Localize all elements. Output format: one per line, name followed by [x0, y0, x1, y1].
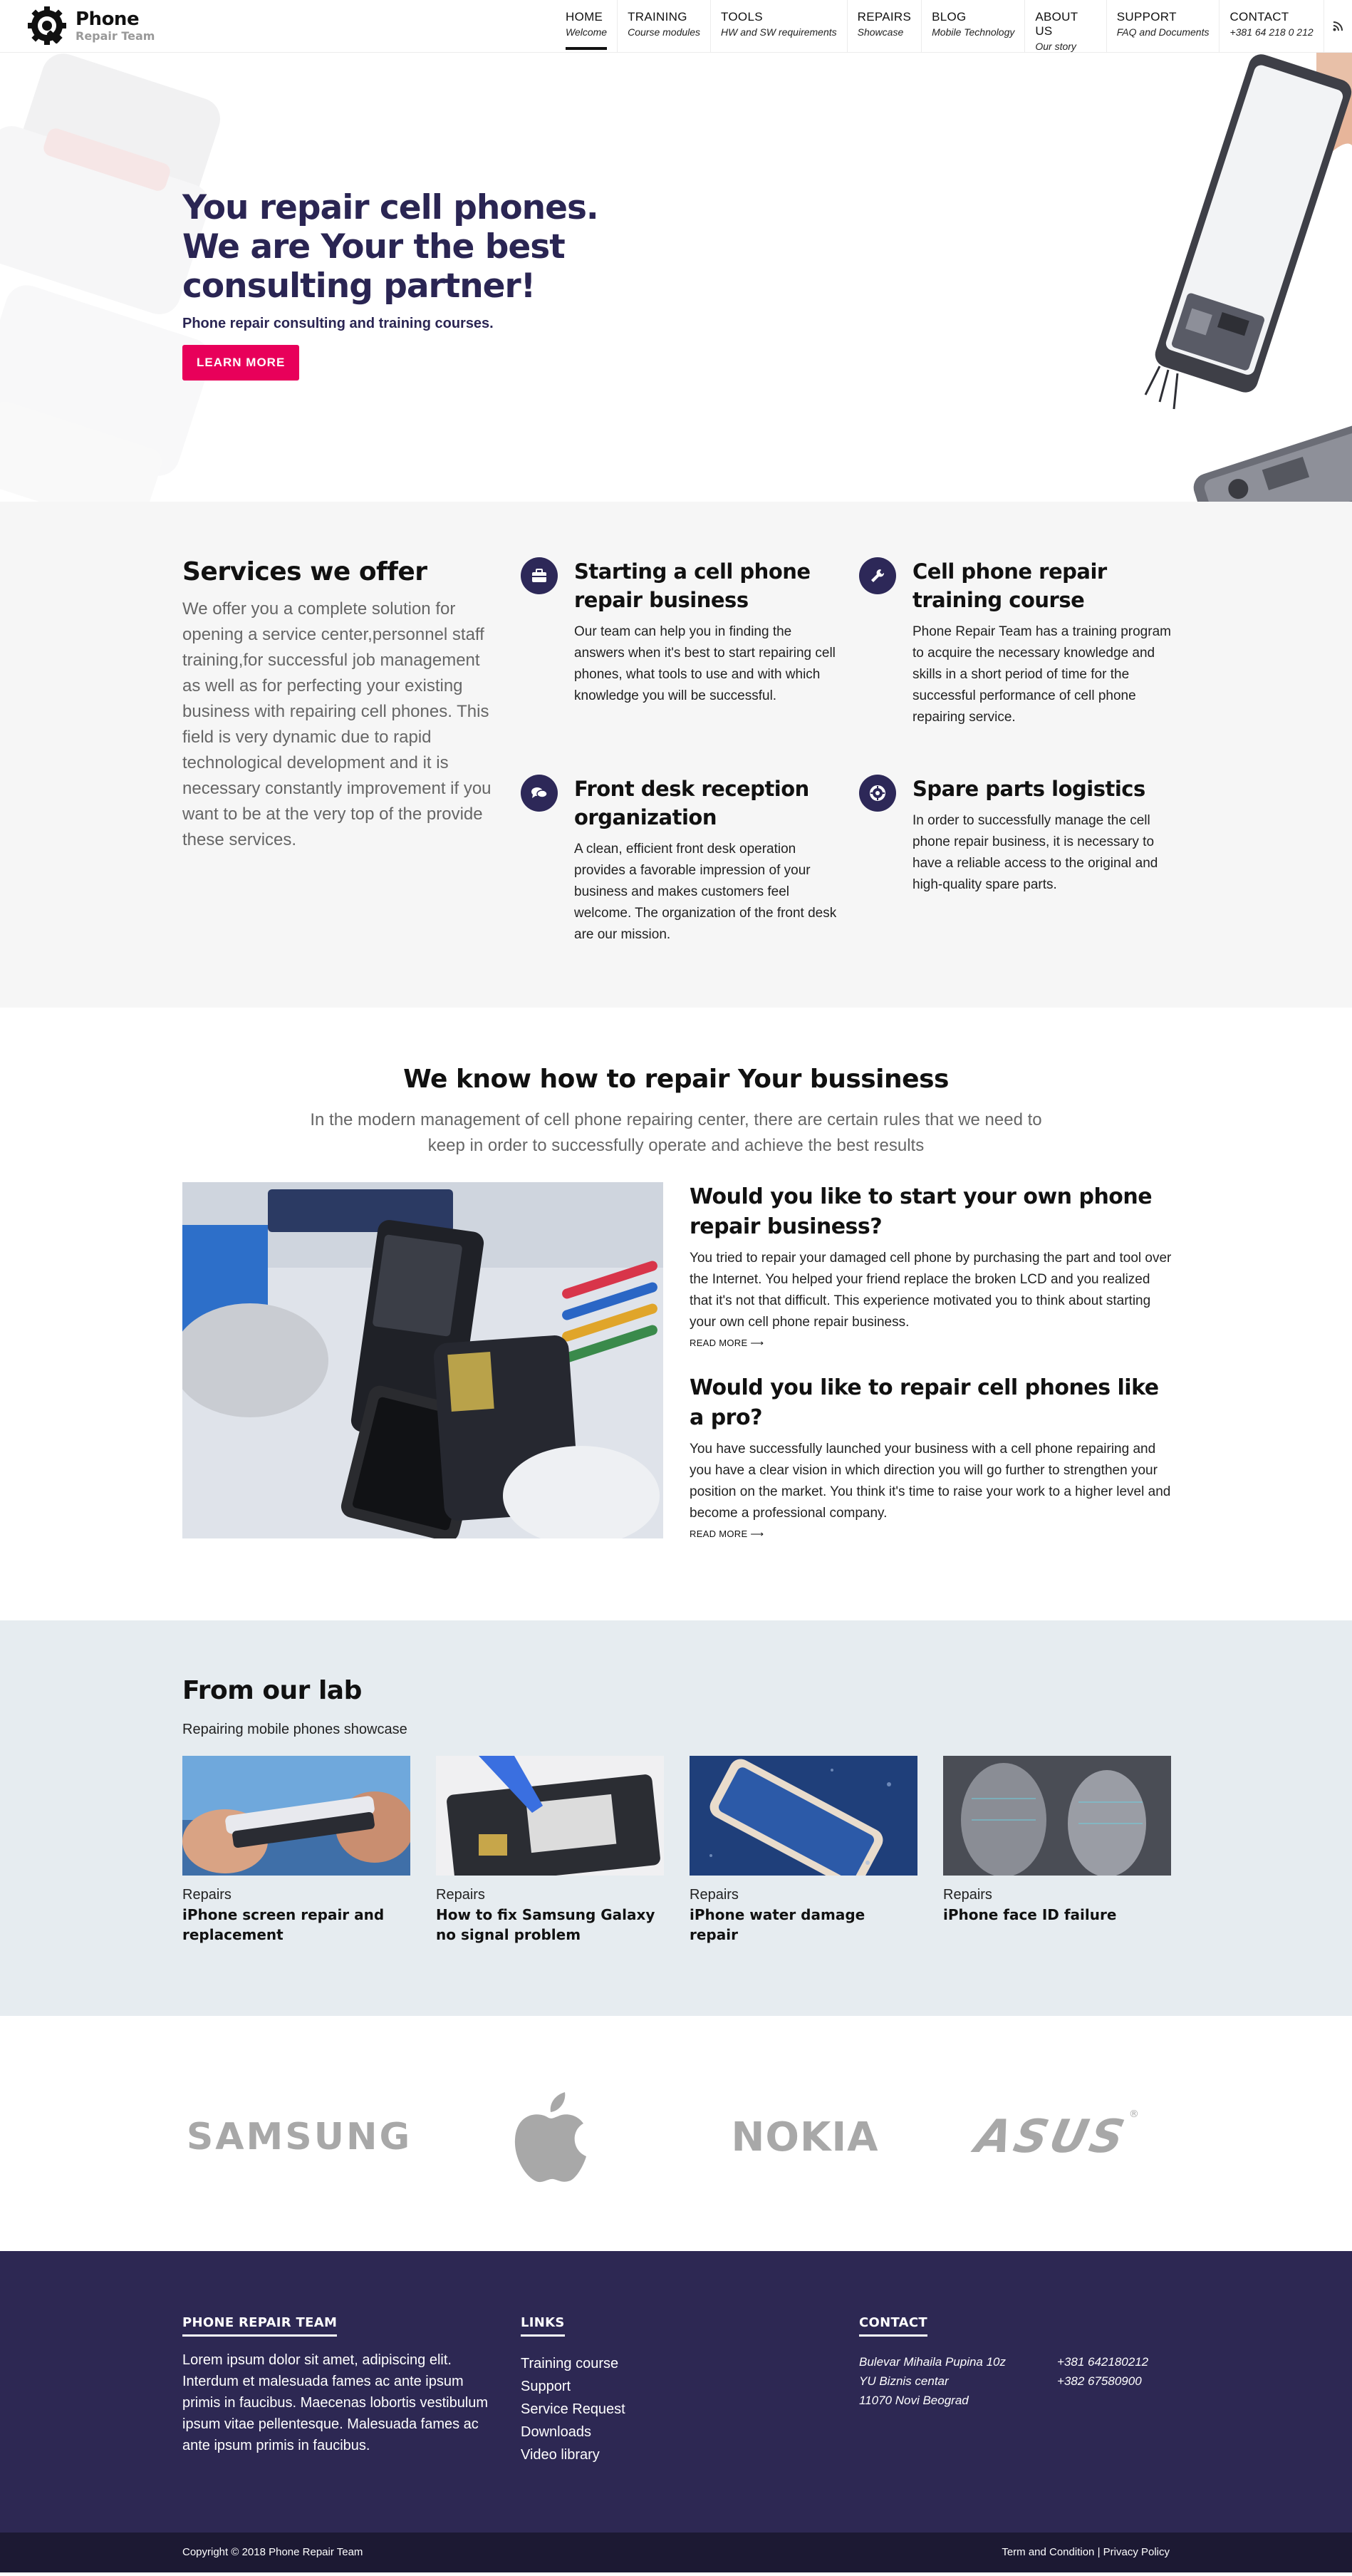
lab-card[interactable]: [436, 1756, 664, 1945]
briefcase-icon: [521, 557, 558, 594]
nav-support[interactable]: [1106, 0, 1220, 53]
iphone-face-id-thumbnail[interactable]: [943, 1756, 1171, 1876]
main-nav: [556, 0, 1352, 53]
services-intro-text: We offer you a complete solution for opening a service center,personnel staff training,for successful job management as well as for perfecting your existing business with repairing cell phones. This field is very dynamic due to rapid technological development and it is necessary constantly improvement if you want to be at the very top of the provide these services.: [182, 599, 492, 849]
lab-title: From our lab: [182, 1676, 362, 1705]
lab-card-title[interactable]: iPhone water damage repair: [690, 1906, 865, 1943]
footer-link-training-course[interactable]: Training course: [521, 2356, 619, 2371]
address-line: Bulevar Mihaila Pupina 10z: [859, 2355, 1007, 2369]
nav-label: CONTACT: [1229, 10, 1289, 24]
hero-subtitle: Phone repair consulting and training courses.: [182, 316, 494, 331]
gear-wrench-logo-icon: [27, 4, 70, 47]
nav-tools[interactable]: [710, 0, 847, 53]
service-text: Phone Repair Team has a training program to acquire the necessary knowledge and skills in a short period of time for the successful performance of cell phone repairing service.: [912, 624, 1171, 725]
nav-sublabel: Welcome: [566, 26, 608, 38]
iphone-water-damage-thumbnail[interactable]: [690, 1756, 917, 1876]
address-line: 11070 Novi Beograd: [859, 2394, 969, 2407]
service-spare-parts: [859, 775, 1172, 896]
services-title: Services we offer: [182, 557, 427, 586]
hero-title-line-2: We are Your the best: [182, 227, 565, 267]
phone-number[interactable]: +381 642180212: [1057, 2355, 1149, 2369]
samsung-signal-repair-thumbnail[interactable]: [436, 1756, 664, 1876]
hero-content: [182, 188, 598, 381]
legal-separator: |: [1097, 2546, 1101, 2558]
know-article-start-business: [690, 1182, 1174, 1349]
nokia-logo: [705, 2101, 905, 2173]
know-article-repair-like-pro: [690, 1373, 1174, 1540]
nav-label: REPAIRS: [857, 10, 912, 24]
service-training-course: [859, 557, 1172, 728]
footer-link-service-request[interactable]: Service Request: [521, 2401, 625, 2417]
footer-links-title: LINKS: [521, 2315, 565, 2337]
lab-card-category: Repairs: [690, 1887, 739, 1903]
nav-contact[interactable]: [1219, 0, 1323, 53]
article-text: You have successfully launched your business with a cell phone repairing and you have a clear vision in which direction you will go further to strengthen your position on the market. You think it's time to raise your work to a higher level and become a professional company.: [690, 1442, 1171, 1521]
samsung-logo: [186, 2101, 412, 2173]
iphone-screen-repair-thumbnail[interactable]: [182, 1756, 410, 1876]
hero-title-line-3: consulting partner!: [182, 267, 536, 306]
legal-links: [1002, 2546, 1170, 2558]
lab-card[interactable]: [690, 1756, 917, 1945]
service-text: A clean, efficient front desk operation provides a favorable impression of your business and makes customers feel welcome. The organization of the front desk are our mission.: [574, 842, 837, 942]
footer-bottom-bar: [0, 2533, 1352, 2572]
footer-about-text: Lorem ipsum dolor sit amet, adipiscing elit. Interdum et malesuada fames ac ante ipsum primis in faucibus. Maecenas lobortis vestibulum ipsum vitae pellentesque. Malesuada fames ac ante ipsum primis in faucibus.: [182, 2352, 489, 2453]
footer-phones: [1057, 2352, 1148, 2410]
service-title: Starting a cell phone repair business: [574, 559, 811, 612]
nav-label: BLOG: [932, 10, 967, 24]
lab-card-category: Repairs: [943, 1887, 992, 1903]
footer-link-video-library[interactable]: Video library: [521, 2447, 600, 2463]
footer-contact: [859, 2315, 1148, 2410]
privacy-link[interactable]: Privacy Policy: [1103, 2546, 1170, 2558]
footer-links: [521, 2315, 625, 2466]
lifebuoy-icon: [859, 775, 896, 812]
nav-sublabel: Mobile Technology: [932, 26, 1015, 38]
lab-card-category: Repairs: [436, 1887, 485, 1903]
service-text: In order to successfully manage the cell phone repair business, it is necessary to have a reliable access to the original and high-quality spare parts.: [912, 813, 1158, 892]
nav-sublabel: FAQ and Documents: [1116, 26, 1210, 38]
wrench-icon: [859, 557, 896, 594]
nav-about-us[interactable]: [1024, 0, 1106, 53]
nav-sublabel: Showcase: [857, 26, 904, 38]
article-title: Would you like to repair cell phones like a pro?: [690, 1375, 1159, 1430]
footer-about: [182, 2315, 489, 2456]
asus-wordmark: ASUS: [971, 2111, 1132, 2163]
footer-link-support[interactable]: Support: [521, 2379, 571, 2394]
service-title: Cell phone repair training course: [912, 559, 1107, 612]
hero-title: [182, 188, 598, 306]
service-starting-business: [521, 557, 834, 707]
nav-training[interactable]: [617, 0, 710, 53]
nav-home[interactable]: [556, 0, 617, 53]
nokia-wordmark: NOKIA: [731, 2114, 879, 2161]
know-how-subtitle: In the modern management of cell phone repairing center, there are certain rules that we need to keep in order to successfully operate and achieve the best results: [310, 1110, 1042, 1155]
nav-blog[interactable]: [921, 0, 1024, 53]
terms-link[interactable]: Term and Condition: [1002, 2546, 1095, 2558]
brands-section: [0, 2016, 1352, 2251]
nav-label: TOOLS: [721, 10, 763, 24]
footer-contact-title: CONTACT: [859, 2315, 927, 2337]
nav-sublabel: +381 64 218 0 212: [1229, 26, 1314, 38]
logo-subtitle: Repair Team: [76, 29, 155, 43]
logo-title: Phone: [76, 8, 140, 30]
nav-label: ABOUT US: [1035, 10, 1078, 38]
footer-address: [859, 2352, 1057, 2410]
lab-card-title[interactable]: iPhone screen repair and replacement: [182, 1906, 385, 1943]
footer-link-downloads[interactable]: Downloads: [521, 2424, 591, 2440]
know-how-title: We know how to repair Your bussiness: [403, 1065, 949, 1094]
site-logo[interactable]: [27, 4, 155, 47]
lab-card[interactable]: [943, 1756, 1171, 1925]
nav-label: TRAINING: [628, 10, 687, 24]
services-section: [0, 502, 1352, 1008]
read-more-link[interactable]: READ MORE ⟶: [690, 1528, 764, 1539]
services-intro: [182, 557, 492, 853]
phone-number[interactable]: +382 67580900: [1057, 2374, 1142, 2388]
phone-repair-workbench-image: [182, 1182, 663, 1538]
service-title: Spare parts logistics: [912, 777, 1145, 801]
hero-title-line-1: You repair cell phones.: [182, 188, 598, 227]
asus-logo: [955, 2101, 1161, 2173]
article-text: You tried to repair your damaged cell phone by purchasing the part and tool over the Internet. You helped your friend replace the broken LCD and you realized that it's not that difficult. This experience motivated you to think about starting your own cell phone repair business.: [690, 1251, 1172, 1330]
address-line: YU Biznis centar: [859, 2374, 949, 2388]
read-more-link[interactable]: READ MORE ⟶: [690, 1338, 764, 1348]
lab-card[interactable]: [182, 1756, 410, 1945]
chat-icon: [521, 775, 558, 812]
apple-logo-icon: [499, 2101, 598, 2173]
nav-sublabel: HW and SW requirements: [721, 26, 837, 38]
copyright-text: Copyright © 2018 Phone Repair Team: [182, 2546, 363, 2558]
lab-card-category: Repairs: [182, 1887, 232, 1903]
rss-icon[interactable]: [1324, 0, 1352, 53]
footer-about-title: PHONE REPAIR TEAM: [182, 2315, 337, 2337]
service-text: Our team can help you in finding the answers when it's best to start repairing cell phones, what tools to use and with which knowledge you will be successful.: [574, 624, 836, 703]
site-header: [0, 0, 1352, 53]
nav-sublabel: Course modules: [628, 26, 701, 38]
registered-mark-icon: ®: [1128, 2109, 1139, 2120]
lab-card-title[interactable]: How to fix Samsung Galaxy no signal problem: [436, 1906, 655, 1943]
nav-label: SUPPORT: [1116, 10, 1177, 24]
samsung-wordmark: SAMSUNG: [186, 2116, 412, 2158]
hero-section: [0, 53, 1352, 502]
nav-label: HOME: [566, 10, 603, 24]
lab-subtitle: Repairing mobile phones showcase: [182, 1722, 407, 1737]
learn-more-button[interactable]: LEARN MORE: [182, 345, 299, 381]
nav-repairs[interactable]: [847, 0, 921, 53]
hero-phone-disassembly-image: [982, 53, 1352, 502]
lab-section: [0, 1620, 1352, 2016]
lab-card-title[interactable]: iPhone face ID failure: [943, 1906, 1117, 1923]
article-title: Would you like to start your own phone repair business?: [690, 1184, 1153, 1239]
site-footer: [0, 2251, 1352, 2533]
service-title: Front desk reception organization: [574, 777, 809, 829]
know-how-section: [0, 1008, 1352, 1620]
service-front-desk: [521, 775, 837, 946]
nav-sublabel: Our story: [1035, 41, 1076, 52]
